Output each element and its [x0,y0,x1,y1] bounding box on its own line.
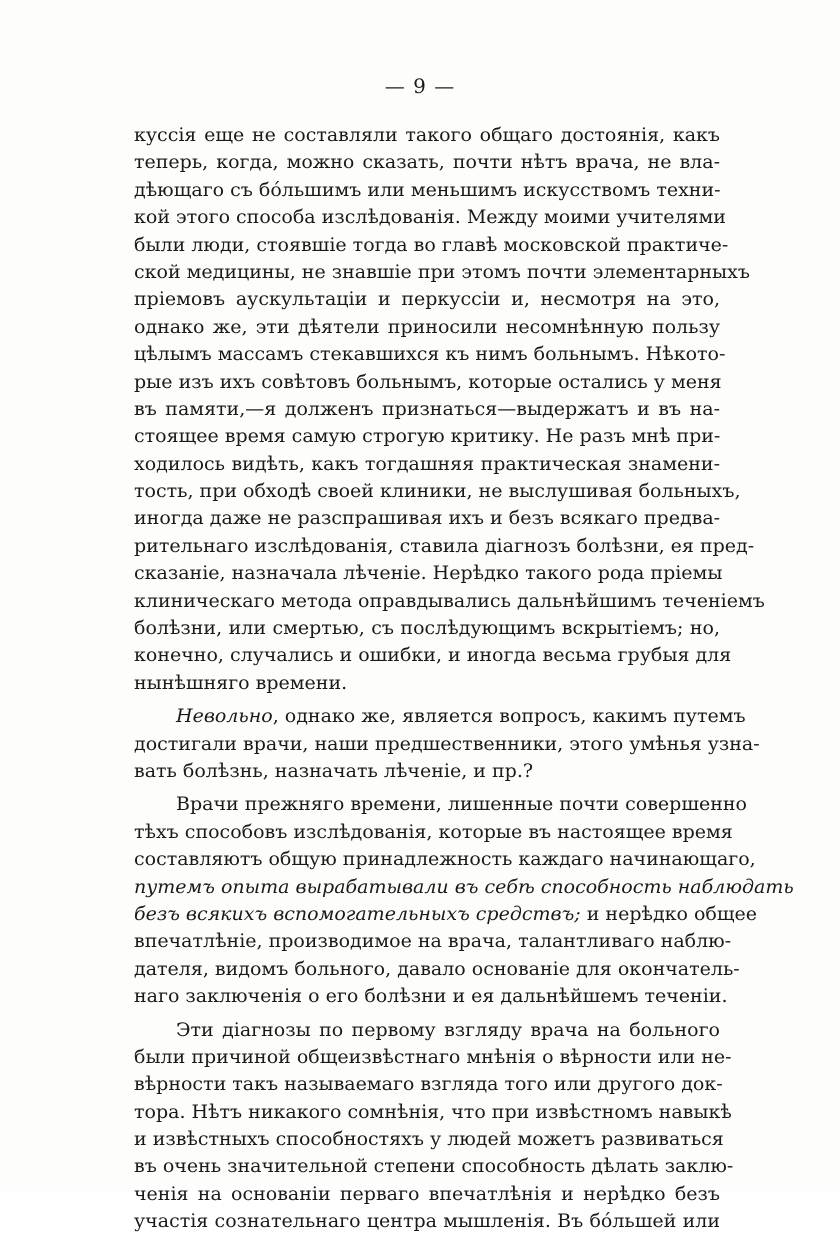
text-line: теперь, когда, можно сказать, почти нѣтъ врача, не вла- [134,151,720,174]
text-line: были люди, стоявшіе тогда во главѣ московской практиче- [134,233,729,256]
text-line: куссія еще не составляли такого общаго достоянія, какъ [134,124,720,146]
paragraph-4 [134,1017,734,1236]
text-line: дѣющаго съ бо́льшимъ или меньшимъ искусствомъ техни- [134,178,721,201]
paragraph-1 [134,122,765,697]
text-line: нынѣшняго времени. [134,671,348,694]
text-line: рительнаго изслѣдованія, ставила діагнозъ болѣзни, ея пред- [134,534,755,557]
text-line: тость, при обходѣ своей клиники, не выслушивая больныхъ, [134,480,741,503]
text-line: рые изъ ихъ совѣтовъ больнымъ, которые остались у меня [134,370,722,393]
text-line: вать болѣзнь, назначать лѣченіе, и пр.? [134,759,534,782]
text-line [134,703,746,730]
text-line: однако же, эти дѣятели приносили несомнѣнную пользу [134,315,720,338]
text-line: ской медицины, не знавшіе при этомъ почти элементарныхъ [134,260,750,283]
text-line: Эти діагнозы по первому взгляду врача на больного [176,1018,720,1041]
page-number: — 9 — [384,74,456,98]
text-span: и нерѣдко общее [580,902,758,925]
text-line: наго заключенія о его болѣзни и ея дальнѣйшемъ теченіи. [134,985,728,1008]
text-line: кой этого способа изслѣдованія. Между моими учителями [134,206,726,229]
text-line: иногда даже не разспрашивая ихъ и безъ всякаго предва- [134,507,721,530]
body-text [134,122,794,1236]
text-line: клиническаго метода оправдывались дальнѣйшимъ теченіемъ [134,589,765,612]
text-span: , однако же, является вопросъ, какимъ путемъ [272,705,746,728]
text-line: болѣзни, или смертью, съ послѣдующимъ вскрытіемъ; но, [134,617,720,640]
text-line: были причиной общеизвѣстнаго мнѣнія о вѣрности или не- [134,1045,732,1068]
text-line: дателя, видомъ больного, давало основаніе для окончатель- [134,957,740,980]
text-line [134,901,758,928]
text-line: и извѣстныхъ способностяхъ у людей можетъ развиваться [134,1128,724,1151]
text-line: участія сознательнаго центра мышленія. Въ бо́льшей или [134,1210,720,1233]
text-line: впечатлѣніе, производимое на врача, талантливаго наблю- [134,930,732,953]
emphasis-span: безъ всякихъ вспомогательныхъ средствъ; [134,902,581,925]
text-line: ходилось видѣть, какъ тогдашняя практическая знамени- [134,452,720,475]
text-line: сказаніе, назначала лѣченіе. Нерѣдко такого рода пріемы [134,562,723,585]
text-line: въ памяти,—я долженъ признаться—выдержатъ и въ на- [134,397,720,420]
text-line: стоящее время самую строгую критику. Не разъ мнѣ при- [134,425,721,448]
text-line: вѣрности такъ называемаго взгляда того или другого док- [134,1073,723,1096]
text-line: тора. Нѣтъ никакого сомнѣнія, что при извѣстномъ навыкѣ [134,1100,732,1123]
text-line: конечно, случались и ошибки, и иногда весьма грубыя для [134,644,732,667]
text-line: составляютъ общую принадлежность каждаго начинающаго, [134,848,756,871]
emphasis-word: Невольно [176,705,273,728]
text-line: въ очень значительной степени способность дѣлать заклю- [134,1155,734,1178]
text-line: достигали врачи, наши предшественники, этого умѣнья узна- [134,732,760,755]
paragraph-2 [134,703,760,785]
text-line: цѣлымъ массамъ стекавшихся къ нимъ больнымъ. Нѣкото- [134,343,726,366]
paragraph-3 [134,791,794,1010]
emphasis-line: путемъ опыта вырабатывали въ себѣ способность наблюдать [134,875,794,898]
text-line: пріемовъ аускультаціи и перкуссіи и, несмотря на это, [134,288,720,311]
text-line: тѣхъ способовъ изслѣдованія, которые въ настоящее время [134,820,733,843]
text-line: Врачи прежняго времени, лишенные почти совершенно [176,793,747,816]
text-line: ченія на основаніи перваго впечатлѣнія и нерѣдко безъ [134,1182,720,1205]
